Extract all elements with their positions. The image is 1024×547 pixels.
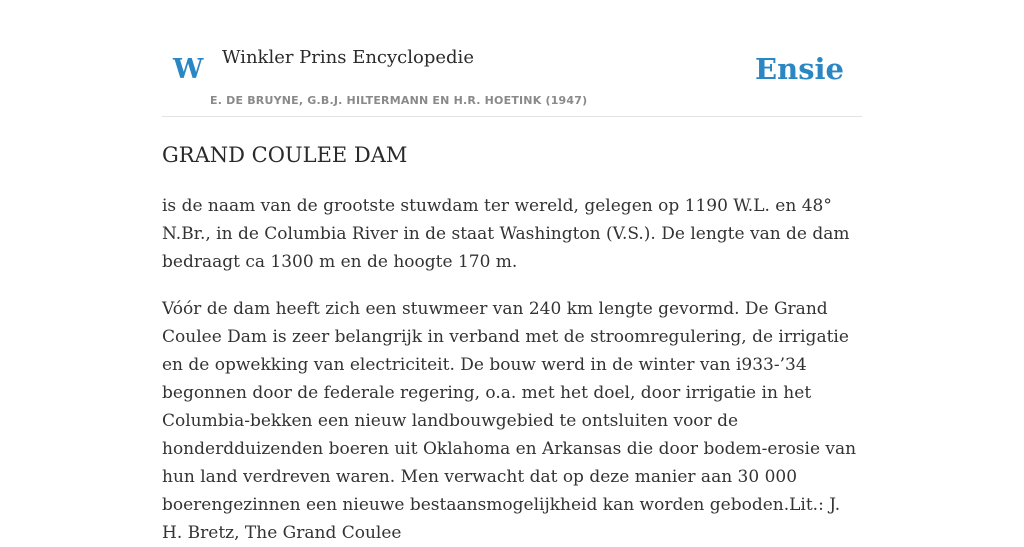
article-paragraph: Vóór de dam heeft zich een stuwmeer van 240 km lengte gevormd. De Grand Coulee Dam is zeer belangrijk in verband met de stroomregulering, de irrigatie en de opwekking van electriciteit. De bouw werd in de winter van i933-’34 begonnen door de federale regering, o.a. met het doel, door irrigatie in het Columbia-bekken een nieuw landbouwgebied te ontsluiten voor de honderdduizenden boeren uit Oklahoma en Arkansas die door bodem-erosie van hun land verdreven waren. Men verwacht dat op deze manier aan 30 000 boerengezinnen een nieuwe bestaansmogelijkheid kan worden geboden.Lit.: J. H. Bretz, The Grand Coulee [162, 299, 857, 543]
article-headword: GRAND COULEE DAM [162, 143, 408, 167]
book-authors: E. DE BRUYNE, G.B.J. HILTERMANN EN H.R. HOETINK (1947) [210, 94, 588, 107]
book-title: Winkler Prins Encyclopedie [222, 47, 474, 68]
site-header [162, 0, 862, 117]
ensie-logo-link[interactable]: Ensie [755, 52, 844, 86]
article-body [162, 140, 862, 547]
article-paragraph: is de naam van de grootste stuwdam ter wereld, gelegen op 1190 W.L. en 48° N.Br., in de Columbia River in de staat Washington (V.S.). De lengte van de dam bedraagt ca 1300 m en de hoogte 170 m. [162, 196, 850, 272]
encyclopedia-logo: W [173, 54, 204, 85]
